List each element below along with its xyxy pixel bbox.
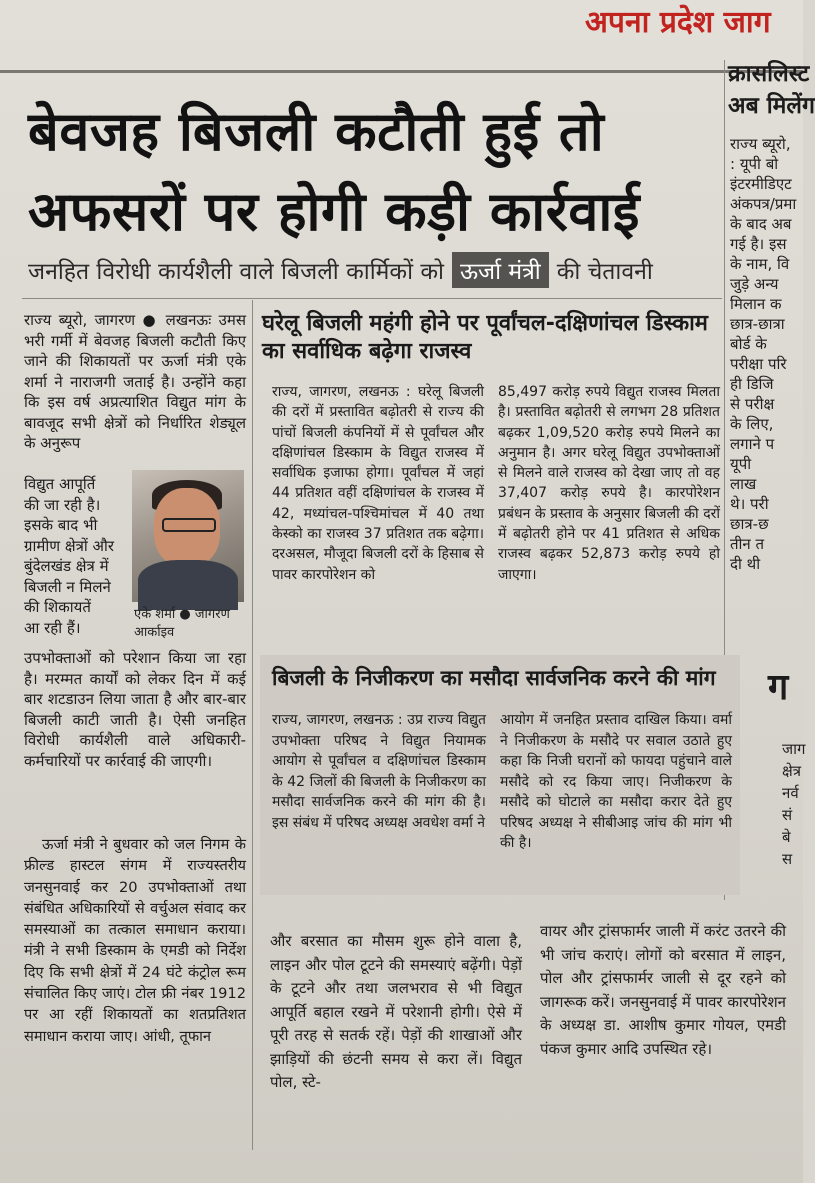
- right2-line: जाग: [782, 740, 806, 758]
- story1-cont-col-b: वायर और ट्रांसफार्मर जाली में करंट उतरने की भी जांच कराएं। लोगों को बरसात में लाइन, पोल और ट्रांसफार्मर जाली से दूर रहने को जागरूक करें। जनसुनवाई में पावर कारपोरेशन के अध्यक्ष डा. आशीष कुमार गोयल, एमडी पंकज कुमार आदि उपस्थित रहे।: [540, 922, 786, 1058]
- wrap-line: ग्रामीण क्षेत्रों और: [24, 536, 114, 555]
- story1-para3: ऊर्जा मंत्री ने बुधवार को जल निगम के फ्रील्ड हास्टल संगम में राज्यस्तरीय जनसुनवाई कर 20 उपभोक्ताओं तथा संबंधित अधिकारियों से वर्चुअल संवाद कर समस्याओं का तत्काल समाधान कराया। मंत्री ने सभी डिस्काम के एमडी को निर्देश दिए कि सभी क्षेत्रों में 24 घंटे कंट्रोल रूम संचालित किए जाएं। टोल फ्री नंबर 1912 पर आ रहीं शिकायतों का शतप्रतिशत समाधान कराया जाए। आंधी, तूफान: [24, 836, 246, 1045]
- right-line: के नाम, वि: [730, 255, 790, 273]
- right-line: तीन त: [730, 535, 765, 553]
- right-story2-body: [782, 738, 806, 870]
- story1-lead: राज्य ब्यूरो, जागरण ● लखनऊः उमस भरी गर्मी में बेवजह बिजली कटौती किए जाने की शिकायतों पर ऊर्जा मंत्री एके शर्मा ने नाराजगी जताई है। उन्होंने कहा कि इस वर्ष अप्रत्याशित विद्युत मांग के बावजूद सभी क्षेत्रों को निर्धारित शेड्यूल के अनुरूप: [24, 311, 246, 452]
- main-headline: [28, 92, 718, 252]
- right-line: दी थी: [730, 555, 761, 573]
- top-rule: [0, 70, 803, 73]
- wrap-line: विद्युत आपूर्ति: [24, 475, 96, 493]
- right2-line: सं: [782, 806, 793, 824]
- right-line: : यूपी बो: [730, 155, 779, 173]
- divider: [22, 298, 722, 299]
- right-line: परीक्षा परि: [730, 355, 787, 373]
- right-line: मिलान क: [730, 295, 782, 313]
- right-story-body: [730, 134, 803, 574]
- story3-title: बिजली के निजीकरण का मसौदा सार्वजनिक करने की मांग: [272, 666, 716, 690]
- right-line: इंटरमीडिएट: [730, 175, 792, 193]
- right-line: छात्र-छात्रा: [730, 315, 785, 333]
- wrap-line: बिजली न मिलने: [24, 577, 111, 596]
- right-line: गई है। इस: [730, 235, 787, 253]
- story3-col-a: राज्य, जागरण, लखनऊ : उप्र राज्य विद्युत उपभोक्ता परिषद ने विद्युत नियामक आयोग से पूर्वांचल व दक्षिणांचल डिस्काम के 42 जिलों की बिजली के निजीकरण का मसौदा सार्वजनिक करने की मांग की है। इस संबंध में परिषद अध्यक्ष अवधेश वर्मा ने: [272, 712, 486, 831]
- right-line: से परीक्ष: [730, 395, 775, 413]
- right-story-head-1: क्रासलिस्ट: [728, 61, 810, 87]
- right2-line: नर्व: [782, 784, 799, 802]
- right-line: लाख: [730, 475, 757, 493]
- right-line: के बाद अब: [730, 215, 792, 233]
- wrap-line: बुंदेलखंड क्षेत्र में: [24, 557, 109, 575]
- headline-line-1: बेवजह बिजली कटौती हुई तो: [28, 100, 605, 163]
- story2-title: घरेलू बिजली महंगी होने पर पूर्वांचल-दक्षिणांचल डिस्काम का सर्वाधिक बढ़ेगा राजस्व: [262, 311, 708, 364]
- right-story-head-2: अब मिलेंग: [728, 93, 815, 119]
- right2-line: क्षेत्र: [782, 762, 802, 780]
- section-masthead: अपना प्रदेश जाग: [585, 5, 771, 40]
- story1-wrap-text: [24, 474, 130, 638]
- right-line: थे। परी: [730, 495, 769, 513]
- column-rule: [252, 300, 253, 1150]
- story2-col-b: 85,497 करोड़ रुपये विद्युत राजस्व मिलता है। प्रस्तावित बढ़ोतरी से लगभग 28 प्रतिशत बढ़कर 1,09,520 करोड़ रुपये मिलने का अनुमान है। अगर घरेलू विद्युत उपभोक्ताओं से मिलने वाले राजस्व को देखा जाए तो वह 37,407 करोड़ रुपये है। कारपोरेशन प्रबंधन के प्रस्ताव के अनुसार बिजली की दरों में बढ़ोतरी होने पर 41 प्रतिशत से अधिक राजस्व बढ़कर 52,873 करोड़ रुपये हो जाएगा।: [498, 384, 720, 583]
- subhead-before: जनहित विरोधी कार्यशैली वाले बिजली कार्मिकों को: [28, 259, 444, 285]
- story1-para2: उपभोक्ताओं को परेशान किया जा रहा है। मरम्मत कार्यों को लेकर दिन में कई बार शटडाउन लिया जाता है और बार-बार बिजली काटी जाती है। ऐसी जनहित विरोधी कार्यशैली वाले अधिकारी-कर्मचारियों पर कार्रवाई की जाएगी।: [24, 649, 246, 770]
- headline-line-2: अफसरों पर होगी कड़ी कार्रवाई: [28, 180, 640, 243]
- right-line: राज्य ब्यूरो,: [730, 135, 791, 153]
- right-line: ही डिजि: [730, 375, 774, 393]
- subheadline: [28, 250, 723, 290]
- right-line: लगाने प: [730, 435, 775, 453]
- right-line: अंकपत्र/प्रमा: [730, 195, 797, 213]
- wrap-line: इसके बाद भी: [24, 516, 98, 534]
- right-story2-head: ग: [768, 667, 789, 708]
- story2-col-a: राज्य, जागरण, लखनऊ : घरेलू बिजली की दरों में प्रस्तावित बढ़ोतरी से राज्य की पांचों बिजली कंपनियों में से पूर्वांचल और दक्षिणांचल डिस्काम के विद्युत राजस्व में सर्वाधिक इजाफा होगा। पूर्वांचल में जहां 44 प्रतिशत वहीं दक्षिणांचल के राजस्व में 42, मध्यांचल-पश्चिमांचल में 40 तथा केस्को का राजस्व 37 प्रतिशत तक बढ़ेगा। दरअसल, मौजूदा बिजली दरों के हिसाब से पावर कारपोरेशन को: [272, 384, 484, 583]
- right-line: के लिए,: [730, 415, 774, 433]
- right2-line: स: [782, 850, 793, 868]
- subhead-after: की चेतावनी: [556, 259, 653, 285]
- right2-line: बे: [782, 828, 791, 846]
- wrap-line: की जा रही है।: [24, 495, 101, 514]
- photo-caption: एके शर्मा ● जागरण आर्काइव: [134, 607, 230, 640]
- right-line: जुड़े अन्य: [730, 275, 779, 293]
- minister-photo: [132, 470, 244, 602]
- story3-col-b: आयोग में जनहित प्रस्ताव दाखिल किया। वर्मा ने निजीकरण के मसौदे पर सवाल उठाते हुए कहा कि निजी घरानों को फायदा पहुंचाने वाले मसौदे को रद किया जाए। निजीकरण के मसौदे को घोटाले का मसौदा करार देते हुए परिषद अध्यक्ष ने सीबीआइ जांच की मांग भी की है।: [500, 712, 732, 851]
- subhead-tag: ऊर्जा मंत्री: [452, 252, 549, 288]
- right-line: यूपी: [730, 455, 752, 473]
- wrap-line: की शिकायतें: [24, 598, 91, 616]
- right-line: छात्र-छ: [730, 515, 769, 533]
- right-line: बोर्ड के: [730, 335, 767, 353]
- story1-cont-col-a: और बरसात का मौसम शुरू होने वाला है, लाइन और पोल टूटने की समस्याएं बढ़ेंगी। पेड़ों के टूटने और तथा जलभराव से भी विद्युत आपूर्ति बहाल रखने में परेशानी होगी। ऐसे में पूरी तरह से सतर्क रहें। पेड़ों की शाखाओं और झाड़ियों की छंटनी समय से करा लें। विद्युत पोल, स्टे-: [270, 932, 522, 1091]
- wrap-line: आ रही हैं।: [24, 618, 81, 637]
